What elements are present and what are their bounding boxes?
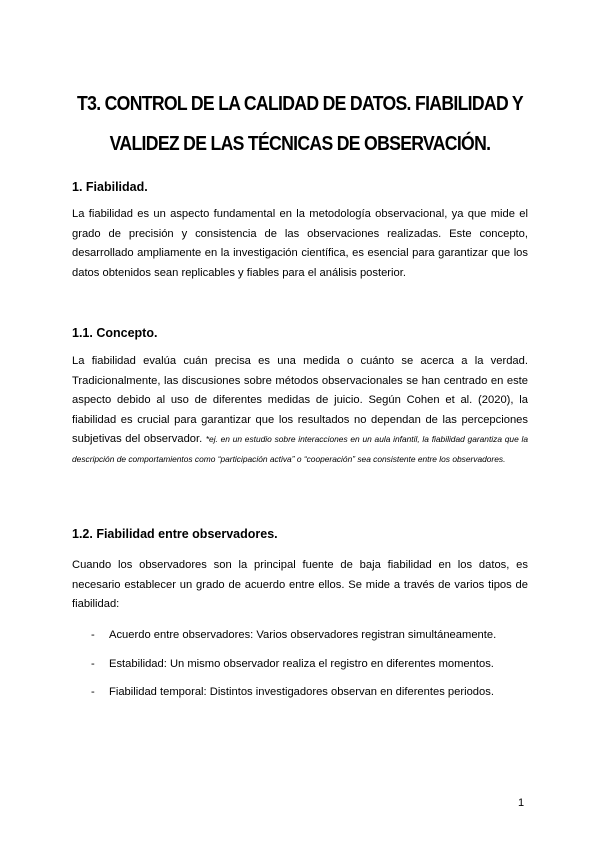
section-body-fiabilidad: La fiabilidad es un aspecto fundamental en la metodología observacional, ya que mide el grado de precisión y consistencia de las observaciones realizadas. Este concepto, desarrollado ampliamente en la investigación científica, es esencial para garantizar que los datos obtenidos sean replicables y fiables para el análisis posterior. xyxy=(72,208,528,279)
concepto-example-note: *ej. en un estudio sobre interacciones en un aula infantil, la fiabilidad garantiza que la descripción de comportamientos como “participación activa” o “cooperación” sea consistente entre los observadores. xyxy=(72,434,529,464)
section-heading-concepto: 1.1. Concepto. xyxy=(72,326,158,340)
page-title xyxy=(76,84,523,164)
section-heading-fiabilidad: 1. Fiabilidad. xyxy=(72,180,148,194)
list-bullet: - xyxy=(91,629,95,641)
section-body-fiabilidad-observadores: Cuando los observadores son la principal fuente de baja fiabilidad en los datos, es necesario establecer un grado de acuerdo entre ellos. Se mide a través de varios tipos de fiabilidad: xyxy=(72,559,528,610)
concepto-text: La fiabilidad evalúa cuán precisa es una medida o cuánto se acerca a la verdad. Tradicionalmente, las discusiones sobre métodos observacionales se han centrado en este aspecto debido al uso de diferentes medidas de juicio. Según Cohen et al. (2020), la fiabilidad es crucial para garantizar que los resultados no dependan de las percepciones subjetivas del observador. xyxy=(72,355,528,445)
section-heading-fiabilidad-observadores: 1.2. Fiabilidad entre observadores. xyxy=(72,527,278,541)
list-item: - Estabilidad: Un mismo observador realiza el registro en diferentes momentos. xyxy=(91,657,494,670)
list-bullet: - xyxy=(91,686,95,698)
page-title-line-2: VALIDEZ DE LAS TÉCNICAS DE OBSERVACIÓN. xyxy=(109,132,491,155)
list-bullet: - xyxy=(91,657,95,670)
list-item: - Fiabilidad temporal: Distintos investigadores observan en diferentes periodos. xyxy=(91,686,494,698)
page-number: 1 xyxy=(518,797,525,809)
list-item: - Acuerdo entre observadores: Varios observadores registran simultáneamente. xyxy=(91,629,497,641)
section-body-concepto xyxy=(72,352,528,469)
reliability-types-list xyxy=(72,627,528,713)
page-title-line-1: T3. CONTROL DE LA CALIDAD DE DATOS. FIABILIDAD Y xyxy=(77,92,523,115)
